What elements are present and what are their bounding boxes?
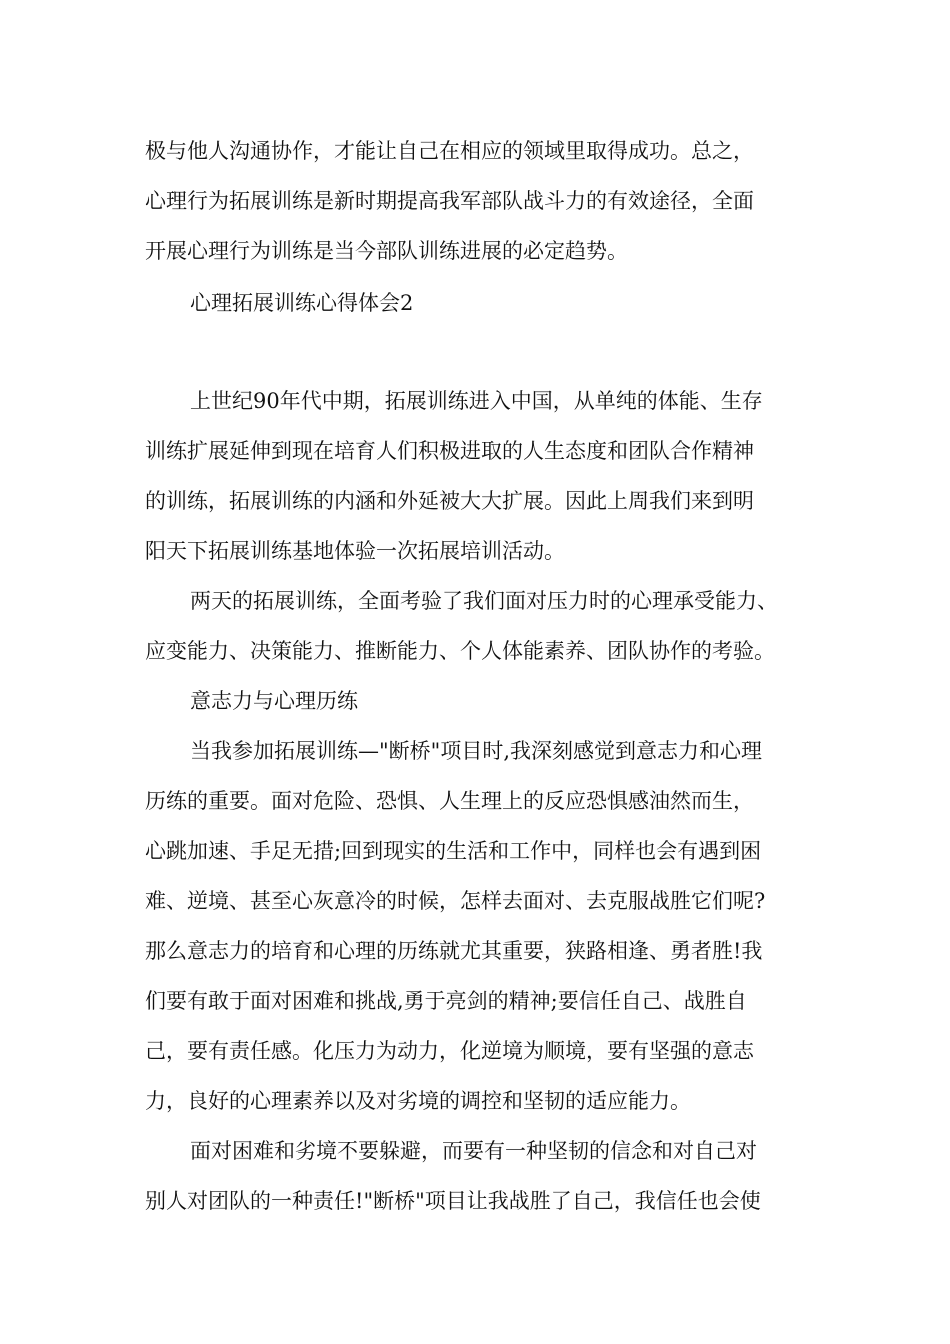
paragraph-line: 开展心理行为训练是当今部队训练进展的必定趋势。 xyxy=(145,239,628,263)
paragraph-line: 那么意志力的培育和心理的历练就尤其重要，狭路相逢、勇者胜!我 xyxy=(145,939,763,963)
paragraph-line: 当我参加拓展训练—"断桥"项目时,我深刻感觉到意志力和心理 xyxy=(190,739,762,763)
paragraph-line: 阳天下拓展训练基地体验一次拓展培训活动。 xyxy=(145,539,565,563)
paragraph-line: 们要有敢于面对困难和挑战,勇于亮剑的精神;要信任自己、战胜自 xyxy=(145,989,747,1013)
paragraph-line: 的训练，拓展训练的内涵和外延被大大扩展。因此上周我们来到明 xyxy=(145,489,754,513)
paragraph-line: 力，良好的心理素养以及对劣境的调控和坚韧的适应能力。 xyxy=(145,1089,691,1113)
section-heading: 心理拓展训练心得体会2 xyxy=(190,291,414,315)
paragraph-line: 心跳加速、手足无措;回到现实的生活和工作中，同样也会有遇到困 xyxy=(145,839,762,863)
paragraph-line: 面对困难和劣境不要躲避，而要有一种坚韧的信念和对自己对 xyxy=(190,1139,757,1163)
paragraph-line: 难、逆境、甚至心灰意冷的时候，怎样去面对、去克服战胜它们呢? xyxy=(145,889,766,913)
paragraph-line: 训练扩展延伸到现在培育人们积极进取的人生态度和团队合作精神 xyxy=(145,439,754,463)
paragraph-line: 上世纪90年代中期，拓展训练进入中国，从单纯的体能、生存 xyxy=(190,389,763,413)
paragraph-line: 历练的重要。面对危险、恐惧、人生理上的反应恐惧感油然而生， xyxy=(145,789,754,813)
paragraph-line: 心理行为拓展训练是新时期提高我军部队战斗力的有效途径，全面 xyxy=(145,189,754,213)
paragraph-line: 应变能力、决策能力、推断能力、个人体能素养、团队协作的考验。 xyxy=(145,639,775,663)
paragraph-line: 极与他人沟通协作，才能让自己在相应的领域里取得成功。总之， xyxy=(145,139,754,163)
paragraph-line: 别人对团队的一种责任!"断桥"项目让我战胜了自己，我信任也会使 xyxy=(145,1189,761,1213)
paragraph-line: 两天的拓展训练，全面考验了我们面对压力时的心理承受能力、 xyxy=(190,589,778,613)
paragraph-line: 己，要有责任感。化压力为动力，化逆境为顺境，要有坚强的意志 xyxy=(145,1039,754,1063)
subheading: 意志力与心理历练 xyxy=(190,689,358,713)
